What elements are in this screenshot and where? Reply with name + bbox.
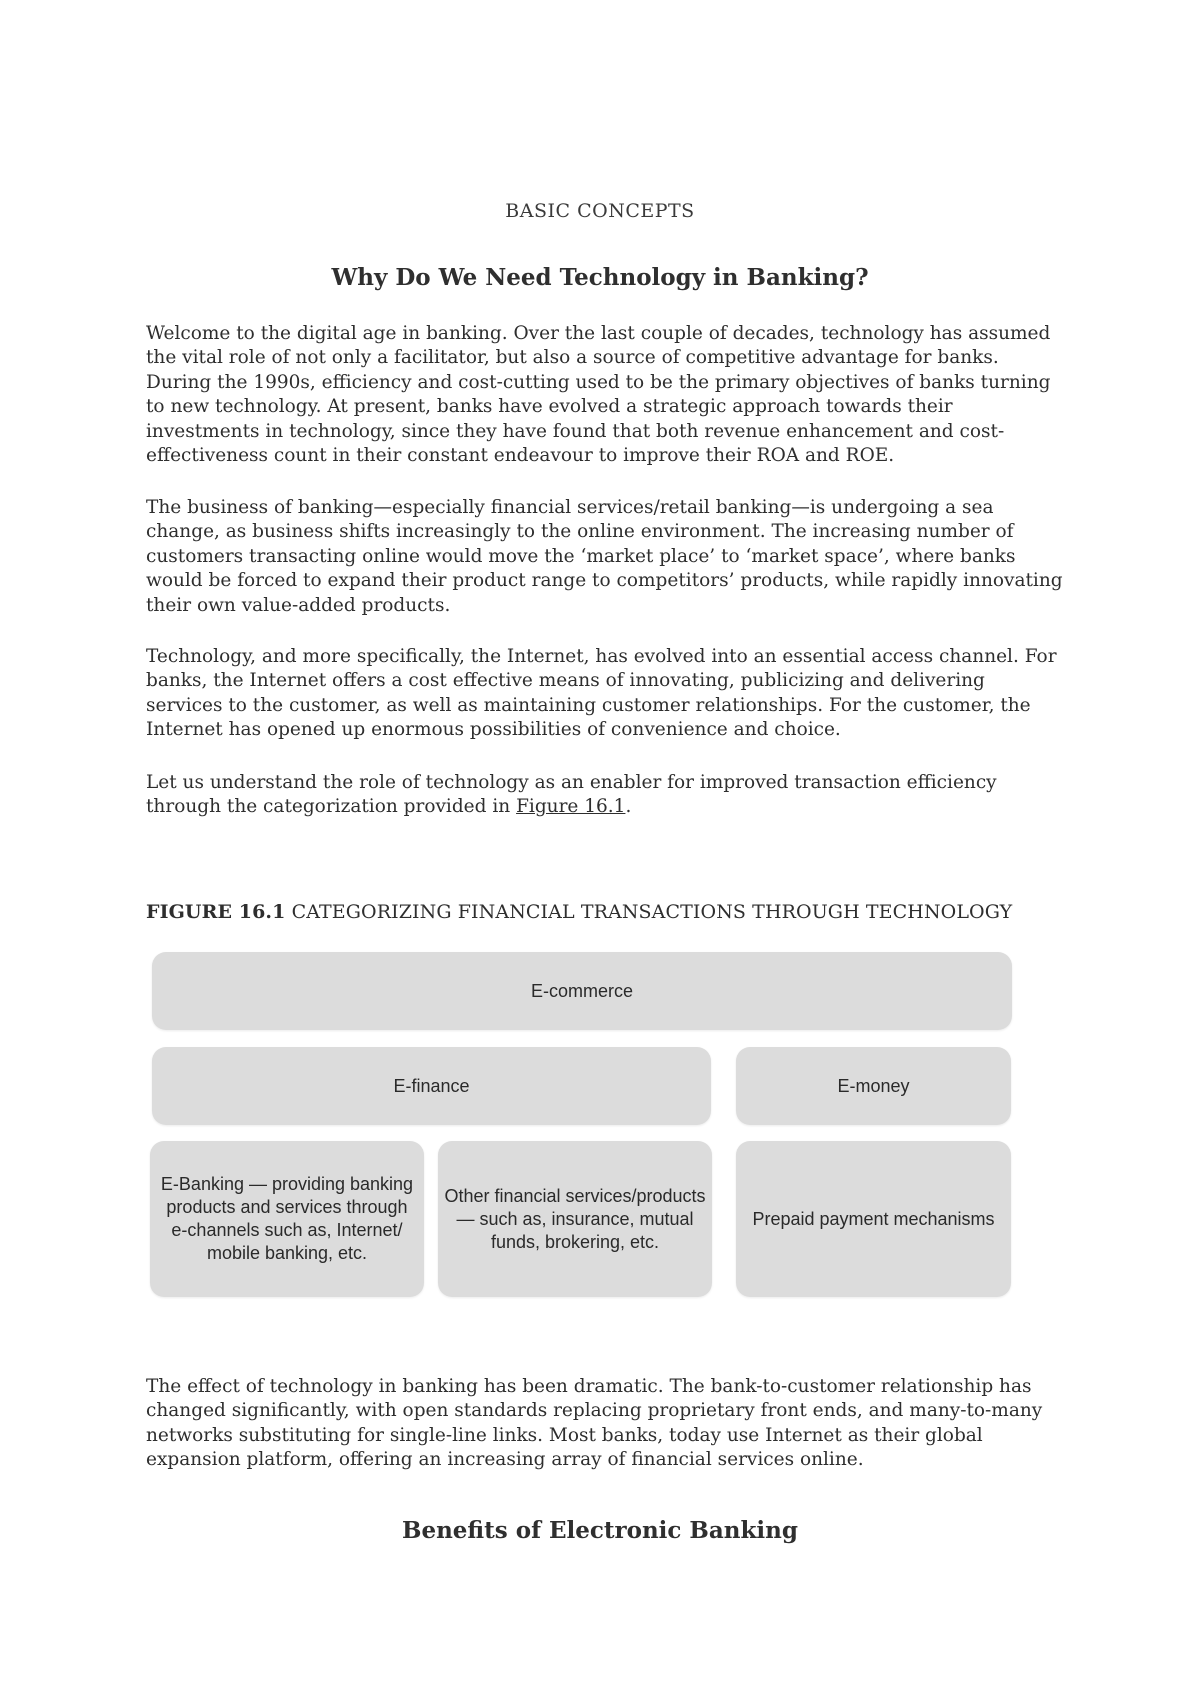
diagram-box-ecommerce — [152, 952, 1012, 1030]
box-label: Other financial services/products— such as, insurance, mutual funds, brokering, etc. — [444, 1185, 706, 1252]
diagram-box-ebanking — [150, 1141, 424, 1297]
diagram-box-emoney — [736, 1047, 1011, 1125]
section-heading-technology: Why Do We Need Technology in Banking? — [331, 264, 869, 291]
paragraph-effect-of-technology: The effect of technology in banking has been dramatic. The bank-to-customer relationship has changed significantly, with open standards replacing proprietary front ends, and many-to-many networks substituting for single-line links. Most banks, today use Internet as their global expansion platform, offering an increasing array of financial services online. — [146, 1376, 1043, 1471]
paragraph-digital-age: Welcome to the digital age in banking. Over the last couple of decades, technology has assumed the vital role of not only a facilitator, but also a source of competitive advantage for banks. During the 1990s, efficiency and cost-cutting used to be the primary objectives of banks turning to new technology. At present, banks have evolved a strategic approach towards their investments in technology, since they have found that both revenue enhancement and cost-effectiveness count in their constant endeavour to improve their ROA and ROE. — [146, 323, 1051, 467]
diagram-box-other-financial — [438, 1141, 712, 1297]
figure-label: FIGURE 16.1 — [146, 901, 286, 923]
diagram-box-efinance — [152, 1047, 711, 1125]
diagram-box-prepaid — [736, 1141, 1011, 1297]
figure-link[interactable]: Figure 16.1 — [516, 796, 626, 818]
paragraph-period: . — [625, 796, 632, 818]
paragraph-business-of-banking: The business of banking—especially financial services/retail banking—is undergoing a sea change, as business shifts increasingly to the online environment. The increasing number of customers transacting online would move the ‘market place’ to ‘market space’, where banks would be forced to expand their product range to competitors’ products, while rapidly innovating their own value-added products. — [146, 497, 1063, 616]
paragraph-internet-channel: Technology, and more specifically, the Internet, has evolved into an essential access channel. For banks, the Internet offers a cost effective means of innovating, publicizing and delivering services to the customer, as well as maintaining customer relationships. For the customer, the Internet has opened up enormous possibilities of convenience and choice. — [146, 646, 1057, 741]
box-label: E-Banking — providing banking products and services through e-channels such as, Internet/ mobile banking, etc. — [160, 1174, 414, 1263]
figure-caption — [146, 901, 1012, 923]
section-heading-benefits: Benefits of Electronic Banking — [402, 1517, 798, 1544]
box-label: E-commerce — [530, 980, 633, 1001]
figure-title: CATEGORIZING FINANCIAL TRANSACTIONS THROUGH TECHNOLOGY — [285, 901, 1013, 923]
box-label: E-money — [837, 1075, 910, 1096]
box-label: E-finance — [393, 1075, 470, 1096]
paragraph-text: Let us understand the role of technology as an enabler for improved transaction efficiency through the categorization provided in — [146, 772, 997, 818]
paragraph-figure-reference — [146, 771, 1066, 820]
running-head: BASIC CONCEPTS — [505, 200, 695, 222]
box-label: Prepaid payment mechanisms — [752, 1208, 995, 1229]
